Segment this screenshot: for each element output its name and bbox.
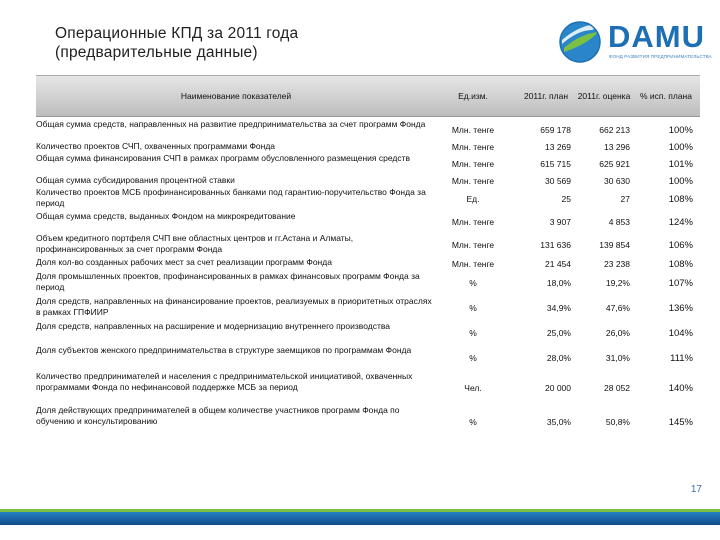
row-estimate: 23 238 [604,259,630,269]
row-plan: 35,0% [546,417,571,427]
table-row [36,187,700,211]
row-name: Доля средств, направленных на финансирование проектов, реализуемых в приоритетных отраслях в рамках ГПФИИР [36,296,432,317]
footer-accent [0,509,720,512]
row-unit: Млн. тенге [451,125,495,135]
table-row [36,233,700,257]
table-row [36,345,700,371]
header-plan: 2011г. план [523,90,569,101]
row-plan: 25,0% [546,328,571,338]
row-unit: Млн. тенге [451,159,495,169]
page-title: Операционные КПД за 2011 года (предварительные данные) [55,25,299,61]
row-name: Общая сумма финансирования СЧП в рамках программ обусловленного размещения средств [36,153,410,163]
row-plan: 13 269 [545,142,571,152]
row-plan: 20 000 [545,383,571,393]
row-unit: Млн. тенге [451,259,495,269]
row-name: Общая сумма средств, выданных Фондом на микрокредитование [36,211,296,221]
row-pct: 145% [668,417,693,428]
row-estimate: 19,2% [605,278,630,288]
kpi-table [36,75,700,428]
row-unit: % [469,278,477,288]
table-row [36,211,700,233]
table-row [36,405,700,439]
row-unit: Чел. [464,383,482,393]
row-unit: % [469,303,477,313]
row-pct: 104% [668,328,693,339]
row-unit: % [469,353,477,363]
row-pct: 107% [668,278,693,289]
row-name: Доля субъектов женского предпринимательства в структуре заемщиков по программам Фонда [36,345,412,355]
row-pct: 100% [668,125,693,136]
row-unit: % [469,417,477,427]
row-unit: Млн. тенге [451,142,495,152]
row-plan: 34,9% [546,303,571,313]
row-pct: 111% [670,353,693,364]
row-unit: Млн. тенге [451,240,495,250]
row-pct: 100% [668,142,693,153]
table-row [36,141,700,153]
row-pct: 140% [668,383,693,394]
table-row [36,271,700,296]
row-name: Доля кол-во созданных рабочих мест за счет реализации программ Фонда [36,257,332,267]
table-row [36,257,700,271]
row-name: Доля действующих предпринимателей в общем количестве участников программ Фонда по обучению и консультированию [36,405,400,426]
row-plan: 30 569 [545,176,571,186]
row-estimate: 28 052 [604,383,630,393]
row-estimate: 30 630 [604,176,630,186]
row-pct: 124% [668,217,693,228]
damu-logo [558,18,712,66]
row-name: Количество проектов СЧП, охваченных программами Фонда [36,141,276,151]
header-unit: Ед.изм. [458,90,488,101]
row-estimate: 47,6% [605,303,630,313]
row-name: Доля средств, направленных на расширение и модернизацию внутреннего производства [36,321,390,331]
row-pct: 101% [668,159,693,170]
row-unit: Млн. тенге [451,217,495,227]
row-estimate: 13 296 [604,142,630,152]
row-name: Доля промышленных проектов, профинансированных в рамках финансовых программ Фонда за период [36,271,420,292]
row-pct: 136% [668,303,693,314]
header-estimate: 2011г. оценка [577,90,631,101]
table-row [36,321,700,345]
row-pct: 108% [668,194,693,205]
table-row [36,175,700,187]
row-estimate: 662 213 [599,125,630,135]
row-pct: 100% [668,176,693,187]
row-plan: 659 178 [540,125,571,135]
row-estimate: 27 [620,194,630,204]
row-plan: 28,0% [546,353,571,363]
row-estimate: 625 921 [599,159,630,169]
row-name: Объем кредитного портфеля СЧП вне областных центров и гг.Астана и Алматы, профинансированных за счет программ Фонда [36,233,354,254]
table-row [36,296,700,321]
row-estimate: 139 854 [599,240,630,250]
row-estimate: 50,8% [605,417,630,427]
row-pct: 106% [668,240,693,251]
row-plan: 615 715 [540,159,571,169]
header-name: Наименование показателей [180,90,292,101]
table-row [36,119,700,141]
row-pct: 108% [668,259,693,270]
row-name: Общая сумма средств, направленных на развитие предпринимательства за счет программ Фонда [36,119,426,129]
logo-wordmark: DAMU [608,19,705,54]
row-plan: 18,0% [546,278,571,288]
footer-bar [0,509,720,525]
row-name: Общая сумма субсидирования процентной ставки [36,175,235,185]
row-plan: 25 [561,194,571,204]
row-name: Количество предпринимателей и населения с предпринимательской инициативой, охваченных программами Фонда по нефинансовой поддержке МСБ за период [36,371,413,392]
page-number: 17 [690,484,702,495]
row-unit: % [469,328,477,338]
header-pct: % исп. плана [640,90,692,101]
logo-subtitle: ФОНД РАЗВИТИЯ ПРЕДПРИНИМАТЕЛЬСТВА [609,54,712,59]
row-estimate: 4 853 [608,217,630,227]
row-estimate: 31,0% [605,353,630,363]
table-row [36,371,700,405]
row-plan: 3 907 [549,217,571,227]
row-estimate: 26,0% [605,328,630,338]
row-plan: 131 636 [540,240,571,250]
table-row [36,153,700,175]
table-header [36,75,700,117]
row-unit: Млн. тенге [451,176,495,186]
row-plan: 21 454 [545,259,571,269]
damu-globe-icon [558,18,606,66]
row-unit: Ед. [466,194,480,204]
row-name: Количество проектов МСБ профинансированных банками под гарантию-поручительство Фонда за период [36,187,426,208]
